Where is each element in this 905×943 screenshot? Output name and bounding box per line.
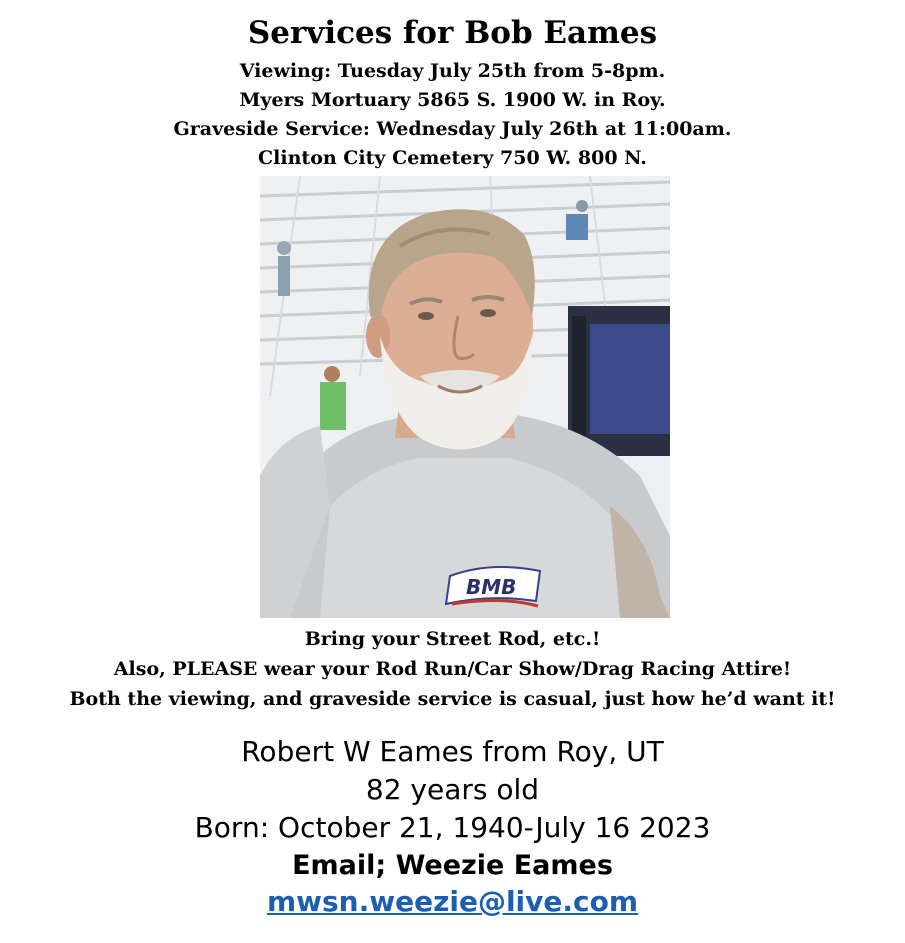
casual-note: Both the viewing, and graveside service is casual, just how he’d want it! <box>69 688 836 710</box>
full-name-location: Robert W Eames from Roy, UT <box>241 735 664 768</box>
portrait-photo <box>260 176 670 618</box>
email-line <box>0 883 905 921</box>
street-rod-note: Bring your Street Rod, etc.! <box>304 628 601 650</box>
contact-label: Email; Weezie Eames <box>292 850 613 881</box>
life-dates: Born: October 21, 1940-July 16 2023 <box>194 811 711 844</box>
age: 82 years old <box>365 773 540 806</box>
email-link[interactable]: mwsn.weezie@live.com <box>266 885 639 918</box>
mortuary-address: Myers Mortuary 5865 S. 1900 W. in Roy. <box>239 89 666 111</box>
viewing-info: Viewing: Tuesday July 25th from 5-8pm. <box>239 60 666 82</box>
graveside-service-info: Graveside Service: Wednesday July 26th at 11:00am. <box>173 118 732 140</box>
attire-note: Also, PLEASE wear your Rod Run/Car Show/Drag Racing Attire! <box>113 658 792 680</box>
page-title: Services for Bob Eames <box>247 15 658 51</box>
cemetery-address: Clinton City Cemetery 750 W. 800 N. <box>258 147 647 169</box>
shirt-logo-text: BMB <box>466 575 517 599</box>
